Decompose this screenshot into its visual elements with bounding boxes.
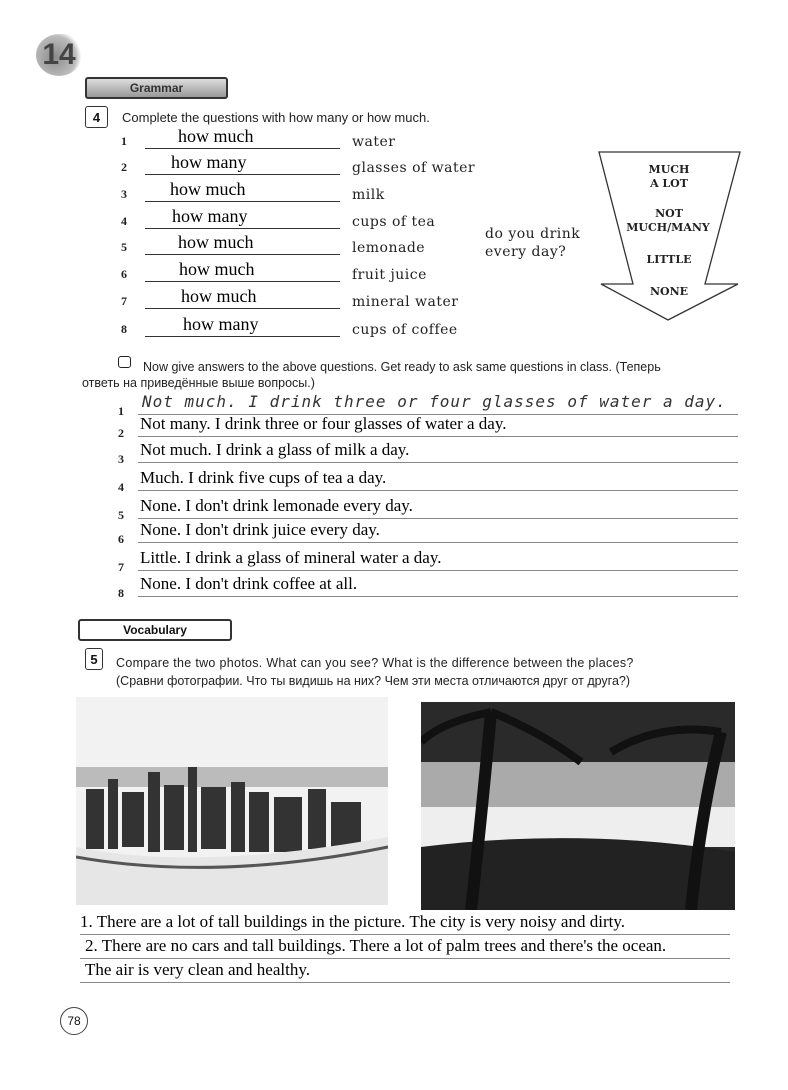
answer-line	[138, 490, 738, 491]
grammar-row-number: 3	[121, 187, 127, 201]
exercise-4-instruction: Complete the questions with how many or how much.	[122, 110, 430, 125]
page-number: 78	[60, 1007, 88, 1035]
arrow-word-much: MUCH	[648, 163, 690, 176]
answer-row-number: 7	[118, 560, 124, 574]
answer-blank	[145, 174, 340, 175]
exercise-5-number: 5	[85, 648, 103, 670]
grammar-row-answer: how much	[178, 232, 254, 252]
arrow-word-much-many: MUCH/MANY	[626, 221, 710, 234]
exercise-4-number: 4	[85, 106, 108, 128]
grammar-row-number: 7	[121, 294, 127, 308]
vocabulary-answer-2: 2. There are no cars and tall buildings. There a lot of palm trees and there's the ocean.	[85, 936, 667, 955]
grammar-row-noun: lemonade	[352, 240, 426, 256]
grammar-row-answer: how much	[181, 286, 257, 306]
answer-line	[138, 542, 738, 543]
answers-instruction-line2: ответь на приведённые выше вопросы.)	[82, 376, 315, 390]
exercise-5-instruction-line2: (Сравни фотографии. Что ты видишь на них? Чем эти места отличаются друг от друга?)	[116, 674, 631, 688]
vocabulary-section-label: Vocabulary	[78, 619, 232, 641]
answer-blank	[145, 254, 340, 255]
grammar-row-answer: how many	[171, 152, 247, 172]
answer-row-number: 1	[118, 404, 124, 418]
answer-row-number: 3	[118, 452, 124, 466]
grammar-row-number: 1	[121, 134, 127, 148]
answer-line	[138, 518, 738, 519]
answer-line	[138, 570, 738, 571]
answers-instruction-line1: Now give answers to the above questions. Get ready to ask same questions in class. (Теперь	[143, 360, 661, 374]
answer-blank	[145, 201, 340, 202]
grammar-row-noun: milk	[352, 187, 385, 203]
grammar-row-noun: fruit juice	[352, 267, 427, 283]
city-photo	[76, 697, 388, 905]
answer-line	[80, 958, 730, 959]
grammar-row-number: 2	[121, 160, 127, 174]
vocabulary-answer-3: The air is very clean and healthy.	[85, 960, 310, 979]
question-tail-line1: do you drink	[485, 226, 581, 242]
arrow-word-none: NONE	[649, 285, 689, 298]
grammar-row-noun: cups of coffee	[352, 322, 458, 338]
answer-row-text: None. I don't drink coffee at all.	[140, 574, 358, 593]
vocabulary-answer-1: 1. There are a lot of tall buildings in the picture. The city is very noisy and dirty.	[80, 912, 625, 931]
grammar-row-noun: glasses of water	[352, 160, 476, 176]
grammar-section-label: Grammar	[85, 77, 228, 99]
grammar-row-noun: mineral water	[352, 294, 459, 310]
grammar-row-number: 8	[121, 322, 127, 336]
grammar-row-number: 4	[121, 214, 127, 228]
answer-row-text: Little. I drink a glass of mineral water a day.	[140, 548, 442, 567]
grammar-row-noun: cups of tea	[352, 214, 436, 230]
grammar-row-noun: water	[352, 134, 396, 150]
answer-row-text: None. I don't drink lemonade every day.	[140, 496, 413, 515]
answer-row-number: 2	[118, 426, 124, 440]
answer-row-number: 4	[118, 480, 124, 494]
grammar-row-number: 6	[121, 267, 127, 281]
arrow-word-a-lot: A LOT	[650, 177, 688, 190]
grammar-row-answer: how many	[172, 206, 248, 226]
exercise-5-instruction-line1: Compare the two photos. What can you see? What is the difference between the places?	[116, 656, 634, 670]
answer-row-text: None. I don't drink juice every day.	[140, 520, 380, 539]
answer-line	[80, 934, 730, 935]
tropical-beach-photo	[421, 702, 735, 910]
answer-row-text: Much. I drink five cups of tea a day.	[140, 468, 387, 487]
answer-blank	[145, 281, 340, 282]
grammar-row-answer: how much	[170, 179, 246, 199]
answer-blank	[145, 308, 340, 309]
grammar-row-answer: how much	[178, 126, 254, 146]
answer-blank	[145, 336, 340, 337]
answer-line	[80, 982, 730, 983]
answer-line	[138, 436, 738, 437]
answer-line	[138, 462, 738, 463]
answer-blank	[145, 148, 340, 149]
grammar-row-number: 5	[121, 240, 127, 254]
answer-row-text: Not much. I drink a glass of milk a day.	[140, 440, 410, 459]
arrow-word-little: LITTLE	[646, 253, 692, 266]
unit-badge: 14	[36, 34, 82, 76]
arrow-word-not: NOT	[655, 207, 683, 220]
checkbox-icon	[118, 356, 131, 368]
answer-row-text: Not many. I drink three or four glasses of water a day.	[140, 414, 507, 433]
answer-row-number: 5	[118, 508, 124, 522]
answer-row-number: 6	[118, 532, 124, 546]
question-tail-line2: every day?	[485, 244, 567, 260]
answer-blank	[145, 228, 340, 229]
grammar-row-answer: how many	[183, 314, 259, 334]
answer-row-text: Not much. I drink three or four glasses of water a day.	[142, 392, 727, 411]
answer-row-number: 8	[118, 586, 124, 600]
grammar-row-answer: how much	[179, 259, 255, 279]
answer-line	[138, 596, 738, 597]
